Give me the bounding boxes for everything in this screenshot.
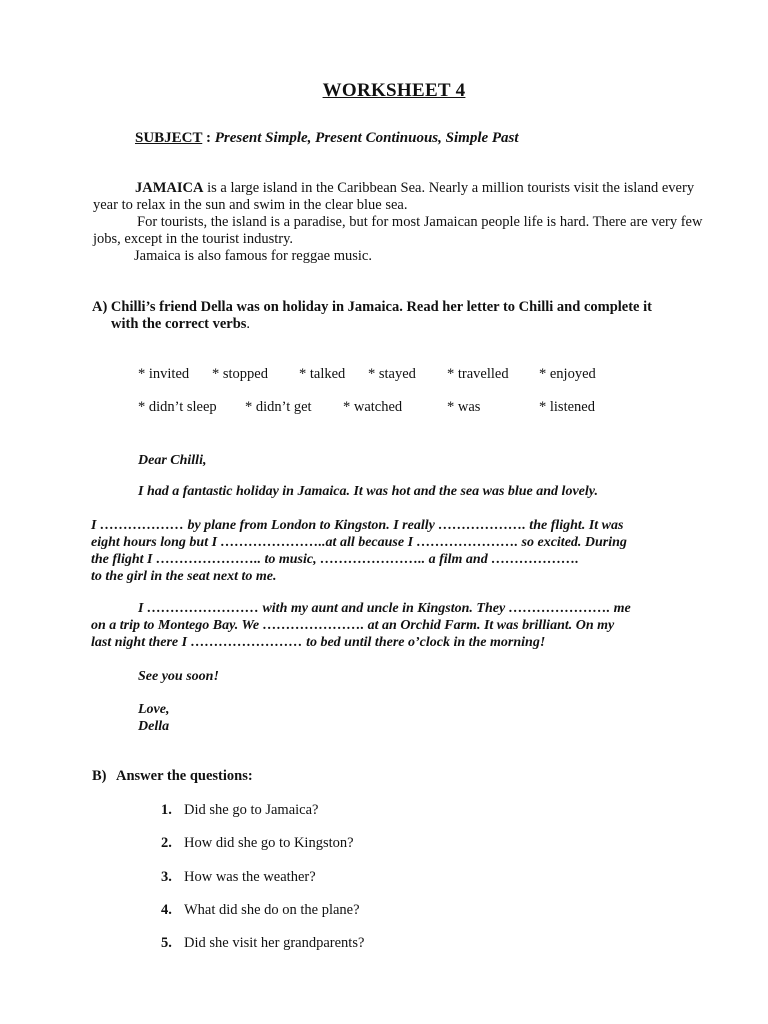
- question-number: 2.: [161, 835, 172, 851]
- letter-paragraph-3: [91, 600, 631, 651]
- letter-opening: I had a fantastic holiday in Jamaica. It was hot and the sea was blue and lovely.: [138, 484, 598, 499]
- word-bank-item: * stopped: [212, 366, 268, 382]
- letter-paragraph-2: [91, 517, 627, 585]
- intro-paragraph-1: [93, 180, 703, 214]
- letter-line: to the girl in the seat next to me.: [91, 569, 277, 584]
- section-a-line-1: A) Chilli’s friend Della was on holiday in Jamaica. Read her letter to Chilli and complete it: [92, 299, 652, 315]
- question-item: [161, 869, 316, 886]
- question-number: 4.: [161, 902, 172, 918]
- question-text: Did she go to Jamaica?: [184, 802, 319, 818]
- question-text: How did she go to Kingston?: [184, 835, 354, 851]
- intro-paragraph-3: Jamaica is also famous for reggae music.: [134, 248, 372, 264]
- subject-line: [135, 130, 519, 147]
- word-bank-item: * stayed: [368, 366, 416, 382]
- question-item: [161, 835, 354, 852]
- letter-line: I ……………… by plane from London to Kingston. I really ………………. the flight. It was: [91, 518, 624, 533]
- question-item: [161, 802, 319, 819]
- intro-p1-rest: is a large island in the Caribbean Sea. Nearly a million tourists visit the island every year to relax in the sun and swim in the clear blue sea.: [93, 180, 695, 213]
- subject-colon: :: [202, 130, 215, 146]
- letter-line: I …………………… with my aunt and uncle in Kingston. They …………………. me: [138, 601, 631, 616]
- section-b-heading-text: Answer the questions:: [116, 768, 253, 784]
- intro-text: [93, 180, 703, 265]
- letter-line: on a trip to Montego Bay. We …………………. at an Orchid Farm. It was brilliant. On my: [91, 618, 615, 633]
- letter-signoff: Love,: [138, 702, 170, 717]
- question-text: What did she do on the plane?: [184, 902, 360, 918]
- question-text: Did she visit her grandparents?: [184, 935, 365, 951]
- word-bank-item: * listened: [539, 399, 595, 415]
- intro-jamaica: JAMAICA: [135, 180, 204, 196]
- word-bank-item: * was: [447, 399, 481, 415]
- question-number: 5.: [161, 935, 172, 951]
- section-a-instructions: [92, 299, 652, 333]
- section-b-letter: B): [92, 768, 107, 784]
- letter-closing: See you soon!: [138, 669, 219, 684]
- intro-paragraph-2: For tourists, the island is a paradise, but for most Jamaican people life is hard. There are very few jobs, except in the tourist industry.: [93, 214, 703, 247]
- question-item: [161, 902, 360, 919]
- word-bank-item: * talked: [299, 366, 346, 382]
- section-a-line-2-end: .: [246, 316, 251, 332]
- page-title: WORKSHEET 4: [322, 80, 466, 101]
- word-bank-item: * didn’t sleep: [138, 399, 217, 415]
- subject-label: SUBJECT: [135, 130, 203, 146]
- letter-line: eight hours long but I …………………..at all because I …………………. so excited. During: [91, 535, 627, 550]
- question-number: 3.: [161, 869, 172, 885]
- section-a-line-2: [92, 316, 652, 333]
- question-number: 1.: [161, 802, 172, 818]
- word-bank-item: * watched: [343, 399, 403, 415]
- question-item: [161, 935, 364, 952]
- letter-line: the flight I ………………….. to music, ………………….. a film and ……………….: [91, 552, 579, 567]
- word-bank-item: * enjoyed: [539, 366, 596, 382]
- word-bank-item: * travelled: [447, 366, 509, 382]
- question-text: How was the weather?: [184, 869, 316, 885]
- letter-signature: Della: [138, 719, 170, 734]
- word-bank-item: * didn’t get: [245, 399, 312, 415]
- letter-greeting: Dear Chilli,: [138, 453, 207, 468]
- section-b-heading: [92, 768, 253, 785]
- letter-line: last night there I …………………… to bed until there o’clock in the morning!: [91, 635, 546, 650]
- word-bank-item: * invited: [138, 366, 190, 382]
- subject-value: Present Simple, Present Continuous, Simple Past: [214, 130, 519, 146]
- section-a-line-2-text: with the correct verbs: [111, 316, 247, 332]
